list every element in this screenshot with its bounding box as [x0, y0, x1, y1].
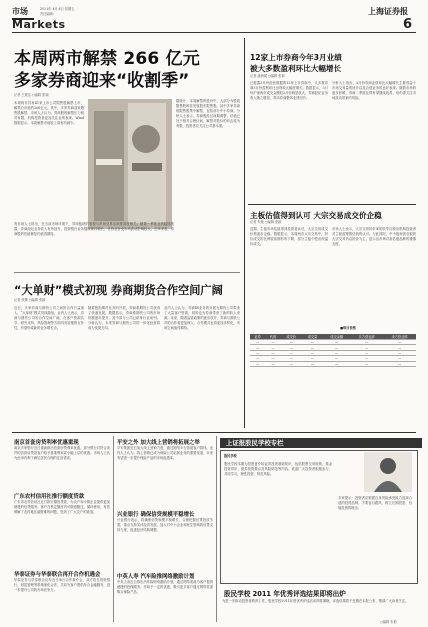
- lower-col2-headline1: 平安之外 加大线上营销将拓展之举: [117, 440, 200, 446]
- table-header: 成交金额: [323, 334, 350, 340]
- table-header: 成交价: [281, 334, 302, 340]
- table-cell: —: [350, 340, 383, 345]
- table-cell: —: [265, 340, 280, 345]
- table-cell: —: [323, 340, 350, 345]
- section-divider: [12, 432, 416, 433]
- table-cell: —: [250, 361, 265, 366]
- table-cell: —: [323, 356, 350, 361]
- lower-col2-body2: 兴业银行表示，将确保信贷规模平稳增长，合理把握信贷投放节奏，重点支持实体经济发展，加大对中小企业和民生领域的信贷支持力度，促进经济结构调整。: [117, 518, 213, 532]
- table-cell: —: [265, 356, 280, 361]
- table-cell: —: [265, 361, 280, 366]
- lower-col1-headline2: 广东农村信用社推行额度贷款: [14, 494, 85, 500]
- table-cell: —: [383, 350, 416, 355]
- right-top-byline: 记者 潘海斌 ○编辑 张颖: [250, 74, 285, 78]
- section-title-en: Markets: [12, 18, 66, 31]
- story2-body-col2: 随着股指期货业务的开展，券商系期货公司获得了快速发展。数据显示，券商系期货公司的市场份额逐年提升，其中部分公司已跻身行业前列。分析认为，未来券商与期货公司的一体化经营将成为发展方向。: [88, 306, 160, 330]
- right-mid-body-col1: 近期，主板市场估值得到投资者认可，大宗交易成交价格逐步企稳。数据显示，本周两市大宗交易中，折价成交的比例较前期有所下降，部分主板个股出现溢价成交。: [250, 227, 328, 246]
- columnist-portrait: [364, 452, 412, 492]
- column-divider: [244, 38, 245, 428]
- lower-col1-body1: 南京多家银行近日重新推出首套房贷利率优惠，部分银行对符合条件的首套房贷款客户给予基准利率或小幅上浮的优惠，市场人士认为此举有利于满足居民合理的住房需求。: [14, 446, 110, 460]
- right-mid-headline: 主板估值得到认可 大宗交易成交价企稳: [250, 211, 382, 220]
- table-cell: —: [302, 345, 323, 350]
- table-cell: —: [281, 350, 302, 355]
- header-divider: [12, 32, 416, 33]
- section-tag: 市场: [12, 6, 34, 20]
- table-cell: —: [302, 356, 323, 361]
- table-cell: —: [383, 345, 416, 350]
- table-cell: —: [323, 361, 350, 366]
- table-header: 代码: [265, 334, 280, 340]
- story2-headline: “大单财”模式初现 券商期货合作空间广阔: [14, 284, 223, 297]
- table-cell: —: [250, 350, 265, 355]
- column-divider: [113, 436, 114, 622]
- table-row: [250, 361, 416, 366]
- lower-col1-body2: 广东省农村信用社近日推行额度贷款，为农户和小微企业提供更加便捷的信贷服务。客户在核定额度内可随借随还，循环使用，有效缓解了农村地区融资难的问题，受到了广大农户的欢迎。: [14, 500, 110, 514]
- lower-col1-headline3: 华泰证券与华泰联合再开合作机遇会: [14, 572, 101, 578]
- lead-body-lower: 有市场人士指出，在当前市场环境下，券商板块的表现与市场交易活跃度高度相关。随着一季度业绩陆续披露，券商经纪业务收入有所回升，投资银行业务继续保持增长，自营业务受市场波动影响较大。总体来看，券商股的估值修复仍值得期待。: [14, 222, 174, 236]
- lead-body-col3: 据统计，本周解禁的股份中，大部分为股改限售股和首发原股东限售股。其中多家券商的限售股集中解禁，包括部分中小券商。分析人士表示，券商股经过前期调整，估值已处于相对合理区间，解禁对股价的冲击较为有限，投资者应关注公司基本面。: [176, 99, 240, 128]
- table-cell: —: [302, 361, 323, 366]
- table-cell: —: [350, 350, 383, 355]
- table-cell: —: [383, 361, 416, 366]
- table-cell: —: [323, 345, 350, 350]
- lead-body-col1: 本周两市共有41家上市公司限售股解禁上市，解禁总市值约266亿元。其中，多家券商迎来限售股解禁，市场人士认为，券商股的解禁压力相对有限，机构投资者更加关注业绩表现。Wind数据显示，本周解禁市值较上周有所减少。: [14, 101, 84, 125]
- lead-headline-line2: 多家券商迎来“收割季”: [14, 71, 190, 91]
- table-caption: ■每日表格: [340, 326, 356, 330]
- table-cell: —: [350, 356, 383, 361]
- right-top-headline-line2: 被大多数盈利环比大幅增长: [250, 64, 342, 73]
- table-cell: —: [350, 345, 383, 350]
- table-cell: —: [281, 345, 302, 350]
- table-cell: —: [383, 340, 416, 345]
- divider: [14, 272, 240, 273]
- table-header: 买方营业部: [350, 334, 383, 340]
- bottom-headline: 股民学校 2011 年优秀评选结果即将出炉: [224, 590, 346, 598]
- bottom-body: 为进一步推动投资者教育工作，股民学校2011年度优秀评选活动即将揭晓，评选结果将于近期在本报公布，敬请广大读者关注。: [222, 599, 409, 603]
- right-top-headline-line1: 12家上市券商今年3月业绩: [250, 53, 342, 62]
- lower-col2-headline3: 中英人寿 汽车险推网络激励计划: [117, 574, 195, 580]
- story2-byline: 记者 张腾 ○编辑 张颖: [14, 298, 46, 302]
- service-box-text-right: 专家提示：投资者应根据自身风险承受能力选择合适的投资品种，不要盲目跟风，树立长期投资、价值投资的理念。: [338, 496, 412, 510]
- lower-col1-body3: 华泰证券与华泰联合证券近日举行合作推介会，双方将在投资银行、财富管理等领域深化合作，共同为客户提供综合金融服务，进一步提升公司的市场竞争力。: [14, 578, 110, 592]
- lower-col2-body1: 平安集团近日加大线上营销力度，通过网络平台拓展客户群体。业内人士认为，线上营销已成为保险公司拓展业务的重要渠道，未来有望进一步提升保险产品的市场渗透率。: [117, 446, 213, 460]
- table-cell: —: [250, 340, 265, 345]
- table-cell: —: [383, 356, 416, 361]
- table-cell: —: [302, 340, 323, 345]
- lead-photo: [88, 99, 172, 229]
- table-cell: —: [302, 350, 323, 355]
- block-trade-table: [250, 334, 416, 367]
- service-box-text: 股民学校本期为投资者介绍证券投资基础知识，包括股票交易规则、基金投资常识、债券投资要点及风险防范等内容。欢迎广大投资者积极参与，共同学习，理性投资，防范风险。: [224, 462, 332, 476]
- bottom-byline: ○编辑 朱艳: [380, 620, 397, 624]
- table-cell: —: [250, 356, 265, 361]
- right-top-body-col2: 分析人士指出，3月份券商业绩环比大幅增长主要得益于市场交易量的回升以及自营业务的良好表现。随着市场的逐步回暖，券商二季度业绩有望继续改善，但仍需关注市场波动带来的风险。: [332, 81, 416, 100]
- newspaper-logo: 上海证券报: [368, 6, 408, 16]
- table-cell: —: [350, 361, 383, 366]
- lower-col1-headline1: 南京首套房贷利率优惠重现: [14, 440, 79, 446]
- page-number: 6: [402, 17, 412, 32]
- story2-body-col3: 业内人士认为，券商IB业务的开展为期货公司带来了大量客户资源，同时也为券商带来了新的收入来源。未来，随着监管政策的逐步放开，券商与期货公司的合作将更加深入，合作模式也将更加多样化，市场空间值得期待。: [164, 306, 240, 330]
- table-cell: —: [265, 350, 280, 355]
- table-cell: —: [281, 356, 302, 361]
- issue-date: 2011年 4月 8日 星期五: [40, 7, 75, 11]
- lower-col2-headline2: 兴业银行 确保信贷规模平稳增长: [117, 512, 195, 518]
- column-divider: [216, 436, 217, 622]
- right-mid-byline: 记者 朱艳 ○编辑 张颖: [250, 220, 282, 224]
- service-subtitle: 股民学校: [224, 454, 237, 458]
- table-cell: —: [250, 345, 265, 350]
- table-header-row: [250, 334, 416, 340]
- table-cell: —: [281, 361, 302, 366]
- lead-byline: 记者 王媛洁 ○编辑 张颖: [14, 93, 49, 97]
- lead-headline-line1: 本周两市解禁 266 亿元: [14, 49, 200, 69]
- lower-col2-body3: 中英人寿近日推出汽车险网络激励计划，通过网络渠道为客户提供便捷的投保服务，并给予一定的优惠，吸引更多客户通过网络渠道购买保险产品。: [117, 580, 213, 594]
- table-header: 卖方营业部: [383, 334, 416, 340]
- story2-body-col1: 近日，多家券商与期货公司之间的合作日益深入，“大单财”模式初现端倪。业内人士表示，券商与期货公司的合作空间广阔，在客户资源共享、研究支持、风险管理等方面具有较强的互补性，有望形成新的业务增长点。: [14, 306, 84, 330]
- table-header: 成交量: [302, 334, 323, 340]
- table-cell: —: [281, 340, 302, 345]
- divider: [248, 204, 416, 205]
- table-cell: —: [265, 345, 280, 350]
- right-top-body-col1: 已披露3月份经营数据的12家上市券商中，大多数券商3月份盈利环比出现较大幅度增长。数据显示，3月份沪深两市成交金额较2月份明显放大，券商经纪业务收入随之增加，带动券商整体业绩回升。: [250, 81, 328, 100]
- table-header: 证券: [250, 334, 265, 340]
- table-cell: —: [323, 350, 350, 355]
- service-banner: 上证报股民学校专栏: [220, 438, 422, 448]
- right-mid-body-col2: 市场人士表示，大宗交易折价率的收窄反映出机构投资者对主板蓝筹股估值的认可。与此同时，中小板和创业板的大宗交易仍以折价为主，显示出市场对高估值品种的谨慎态度。: [332, 227, 416, 246]
- editor-line: 责任编辑:: [40, 12, 54, 16]
